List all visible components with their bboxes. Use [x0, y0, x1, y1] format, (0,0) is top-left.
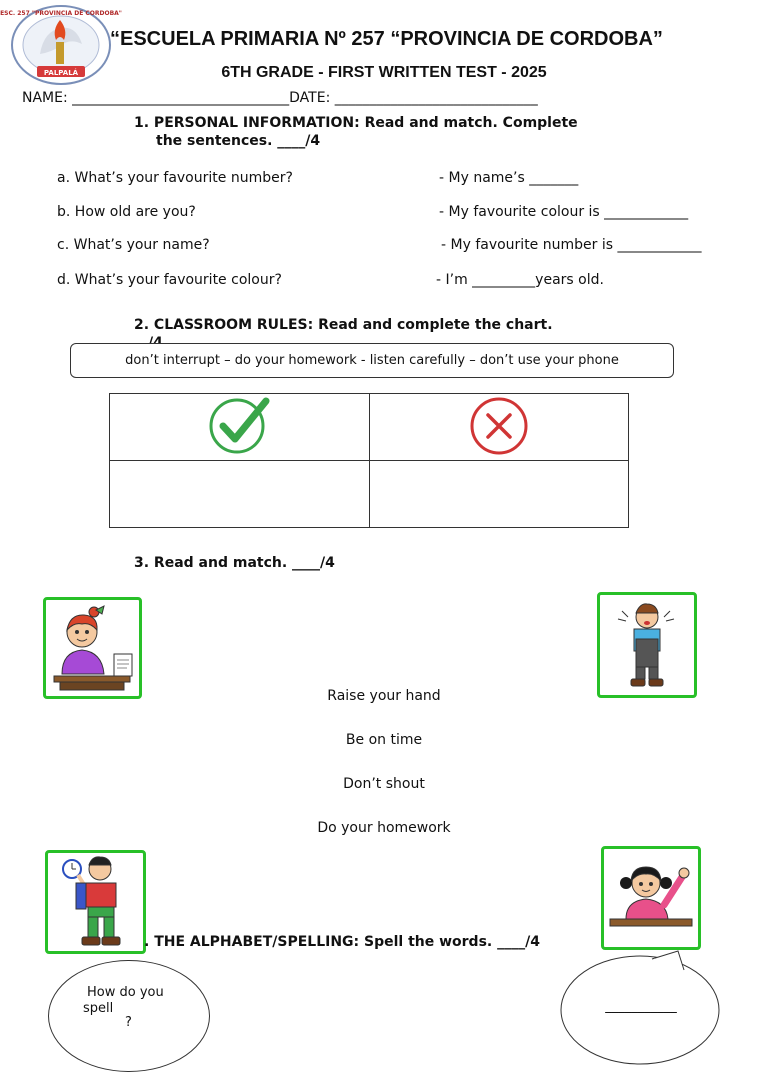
- chart-header-dont: [369, 394, 629, 461]
- picture-boy-shouting: [597, 592, 697, 698]
- question-a: a. What’s your favourite number?: [57, 170, 293, 186]
- section4-title: . THE ALPHABET/SPELLING: Spell the words. ____/4: [144, 934, 540, 950]
- name-date-line: NAME: _______________________________DATE: _____________________________: [22, 90, 538, 106]
- section1-title-line2: the sentences. ____/4: [156, 133, 321, 149]
- girl-raise-hand-illustration: [604, 849, 698, 947]
- picture-girl-homework: [43, 597, 142, 699]
- section2-title: 2. CLASSROOM RULES: Read and complete the chart.: [134, 317, 553, 333]
- phrase-do-homework: Do your homework: [317, 820, 451, 836]
- section1-title-line1: 1. PERSONAL INFORMATION: Read and match. Complete: [134, 115, 578, 131]
- boy-clock-illustration: [48, 853, 143, 951]
- boy-shouting-illustration: [600, 595, 694, 695]
- logo-arc-text: ESC. 257 "PROVINCIA DE CORDOBA": [0, 10, 122, 17]
- bubble-right-blank: ___________: [605, 999, 677, 1014]
- answer-1: - My name’s _______: [439, 170, 579, 186]
- chart-cell-do[interactable]: [110, 461, 370, 528]
- chart-cell-dont[interactable]: [369, 461, 629, 528]
- answer-3: - My favourite number is ____________: [441, 237, 702, 253]
- bubble-left-line2: spell: [83, 1001, 114, 1016]
- rules-chart: [109, 393, 629, 528]
- speech-bubble-right: [560, 948, 730, 1028]
- girl-homework-illustration: [46, 600, 139, 696]
- section1-title: [134, 114, 654, 150]
- question-d: d. What’s your favourite colour?: [57, 272, 282, 288]
- check-icon: [208, 395, 270, 455]
- section3-title: 3. Read and match. ____/4: [134, 555, 335, 571]
- picture-boy-on-time: [45, 850, 146, 954]
- word-bank-box: don’t interrupt – do your homework - listen carefully – don’t use your phone: [70, 343, 674, 378]
- phrase-raise-hand: Raise your hand: [327, 688, 441, 704]
- cross-icon: [468, 395, 530, 455]
- answer-4: - I’m _________years old.: [436, 272, 604, 288]
- logo-caption: PALPALÁ: [43, 69, 79, 77]
- phrase-dont-shout: Don’t shout: [343, 776, 425, 792]
- phrase-be-on-time: Be on time: [345, 732, 423, 748]
- question-c: c. What’s your name?: [57, 237, 210, 253]
- bubble-left-question-mark: ?: [125, 1015, 132, 1030]
- question-b: b. How old are you?: [57, 204, 196, 220]
- test-title: 6TH GRADE - FIRST WRITTEN TEST - 2025: [221, 64, 547, 81]
- answer-2: - My favourite colour is ____________: [439, 204, 689, 220]
- picture-girl-raise-hand: [601, 846, 701, 950]
- bubble-left-line1: How do you: [87, 985, 164, 1000]
- chart-header-do: [110, 394, 370, 461]
- speech-bubble-left: [48, 960, 210, 1072]
- school-title: “ESCUELA PRIMARIA Nº 257 “PROVINCIA DE CORDOBA”: [110, 28, 663, 50]
